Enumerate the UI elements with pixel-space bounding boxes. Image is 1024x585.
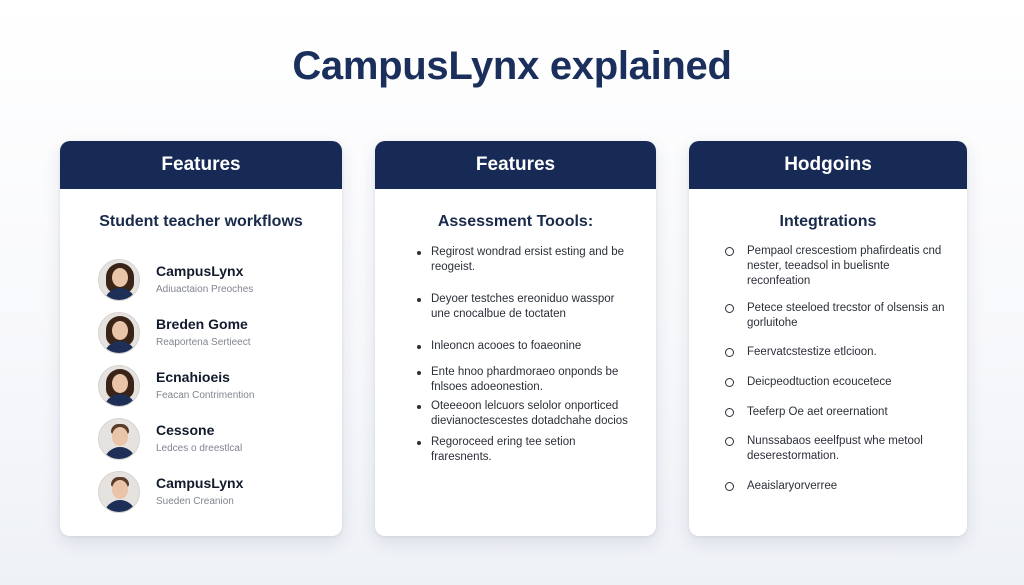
person-role: Reaportena Sertieect — [156, 337, 251, 348]
list-item: Pempaol crescestiom phafirdeatis cnd nester, teeadsol in buelisnte reconfeation — [725, 244, 949, 289]
person-role: Ledces o dreestlcal — [156, 443, 243, 454]
list-item: Oteeeoon lelcuors selolor onporticed dievianoctescestes dotadchahe docios — [417, 399, 636, 429]
card-subtitle: Student teacher workflows — [99, 213, 303, 230]
person-item[interactable] — [60, 359, 342, 412]
card-header: Features — [375, 141, 656, 189]
list-item: Teeferp Oe aet oreernationt — [725, 405, 949, 420]
person-role: Feacan Contrimention — [156, 390, 255, 401]
page-title: CampusLynx explained — [292, 44, 732, 88]
avatar — [98, 312, 140, 354]
person-name: CampusLynx — [156, 263, 244, 279]
person-name: Ecnahioeis — [156, 369, 230, 385]
person-name: CampusLynx — [156, 475, 244, 491]
avatar — [98, 471, 140, 513]
list-item: Feervatcstestize etlcioon. — [725, 345, 949, 360]
features-card-workflows — [60, 141, 342, 536]
person-item[interactable] — [60, 253, 342, 306]
people-list — [60, 253, 342, 518]
person-item[interactable] — [60, 465, 342, 518]
card-subtitle: Assessment Toools: — [437, 213, 594, 230]
list-item: Petece steeloed trecstor of olsensis an gorluitohe — [725, 301, 949, 331]
person-role: Adiuactaion Preoches — [156, 284, 254, 295]
assessment-list — [375, 245, 656, 465]
card-header: Hodgoins — [689, 141, 967, 189]
card-header: Features — [60, 141, 342, 189]
integrations-card — [689, 141, 967, 536]
list-item: Nunssabaos eeelfpust whe metool deserestormation. — [725, 434, 949, 464]
list-item: Inleoncn acooes to foaeonine — [417, 339, 636, 354]
list-item: Aeaislaryorverree — [725, 479, 949, 494]
avatar — [98, 259, 140, 301]
person-item[interactable] — [60, 306, 342, 359]
card-subtitle: Integtrations — [779, 213, 877, 230]
person-role: Sueden Creanion — [156, 496, 234, 507]
integrations-list — [689, 244, 967, 494]
person-name: Breden Gome — [156, 316, 248, 332]
list-item: Regirost wondrad ersist esting and be reogeist. — [417, 245, 636, 275]
person-name: Cessone — [156, 422, 215, 438]
person-item[interactable] — [60, 412, 342, 465]
avatar — [98, 365, 140, 407]
list-item: Deyoer testches ereoniduo wasspor une cnocalbue de toctaten — [417, 292, 636, 322]
list-item: Ente hnoo phardmoraeo onponds be fnlsoes adoeonestion. — [417, 365, 636, 395]
features-card-assessment — [375, 141, 656, 536]
avatar — [98, 418, 140, 460]
list-item: Regoroceed ering tee setion fraresnents. — [417, 435, 636, 465]
list-item: Deicpeodtuction ecoucetece — [725, 375, 949, 390]
